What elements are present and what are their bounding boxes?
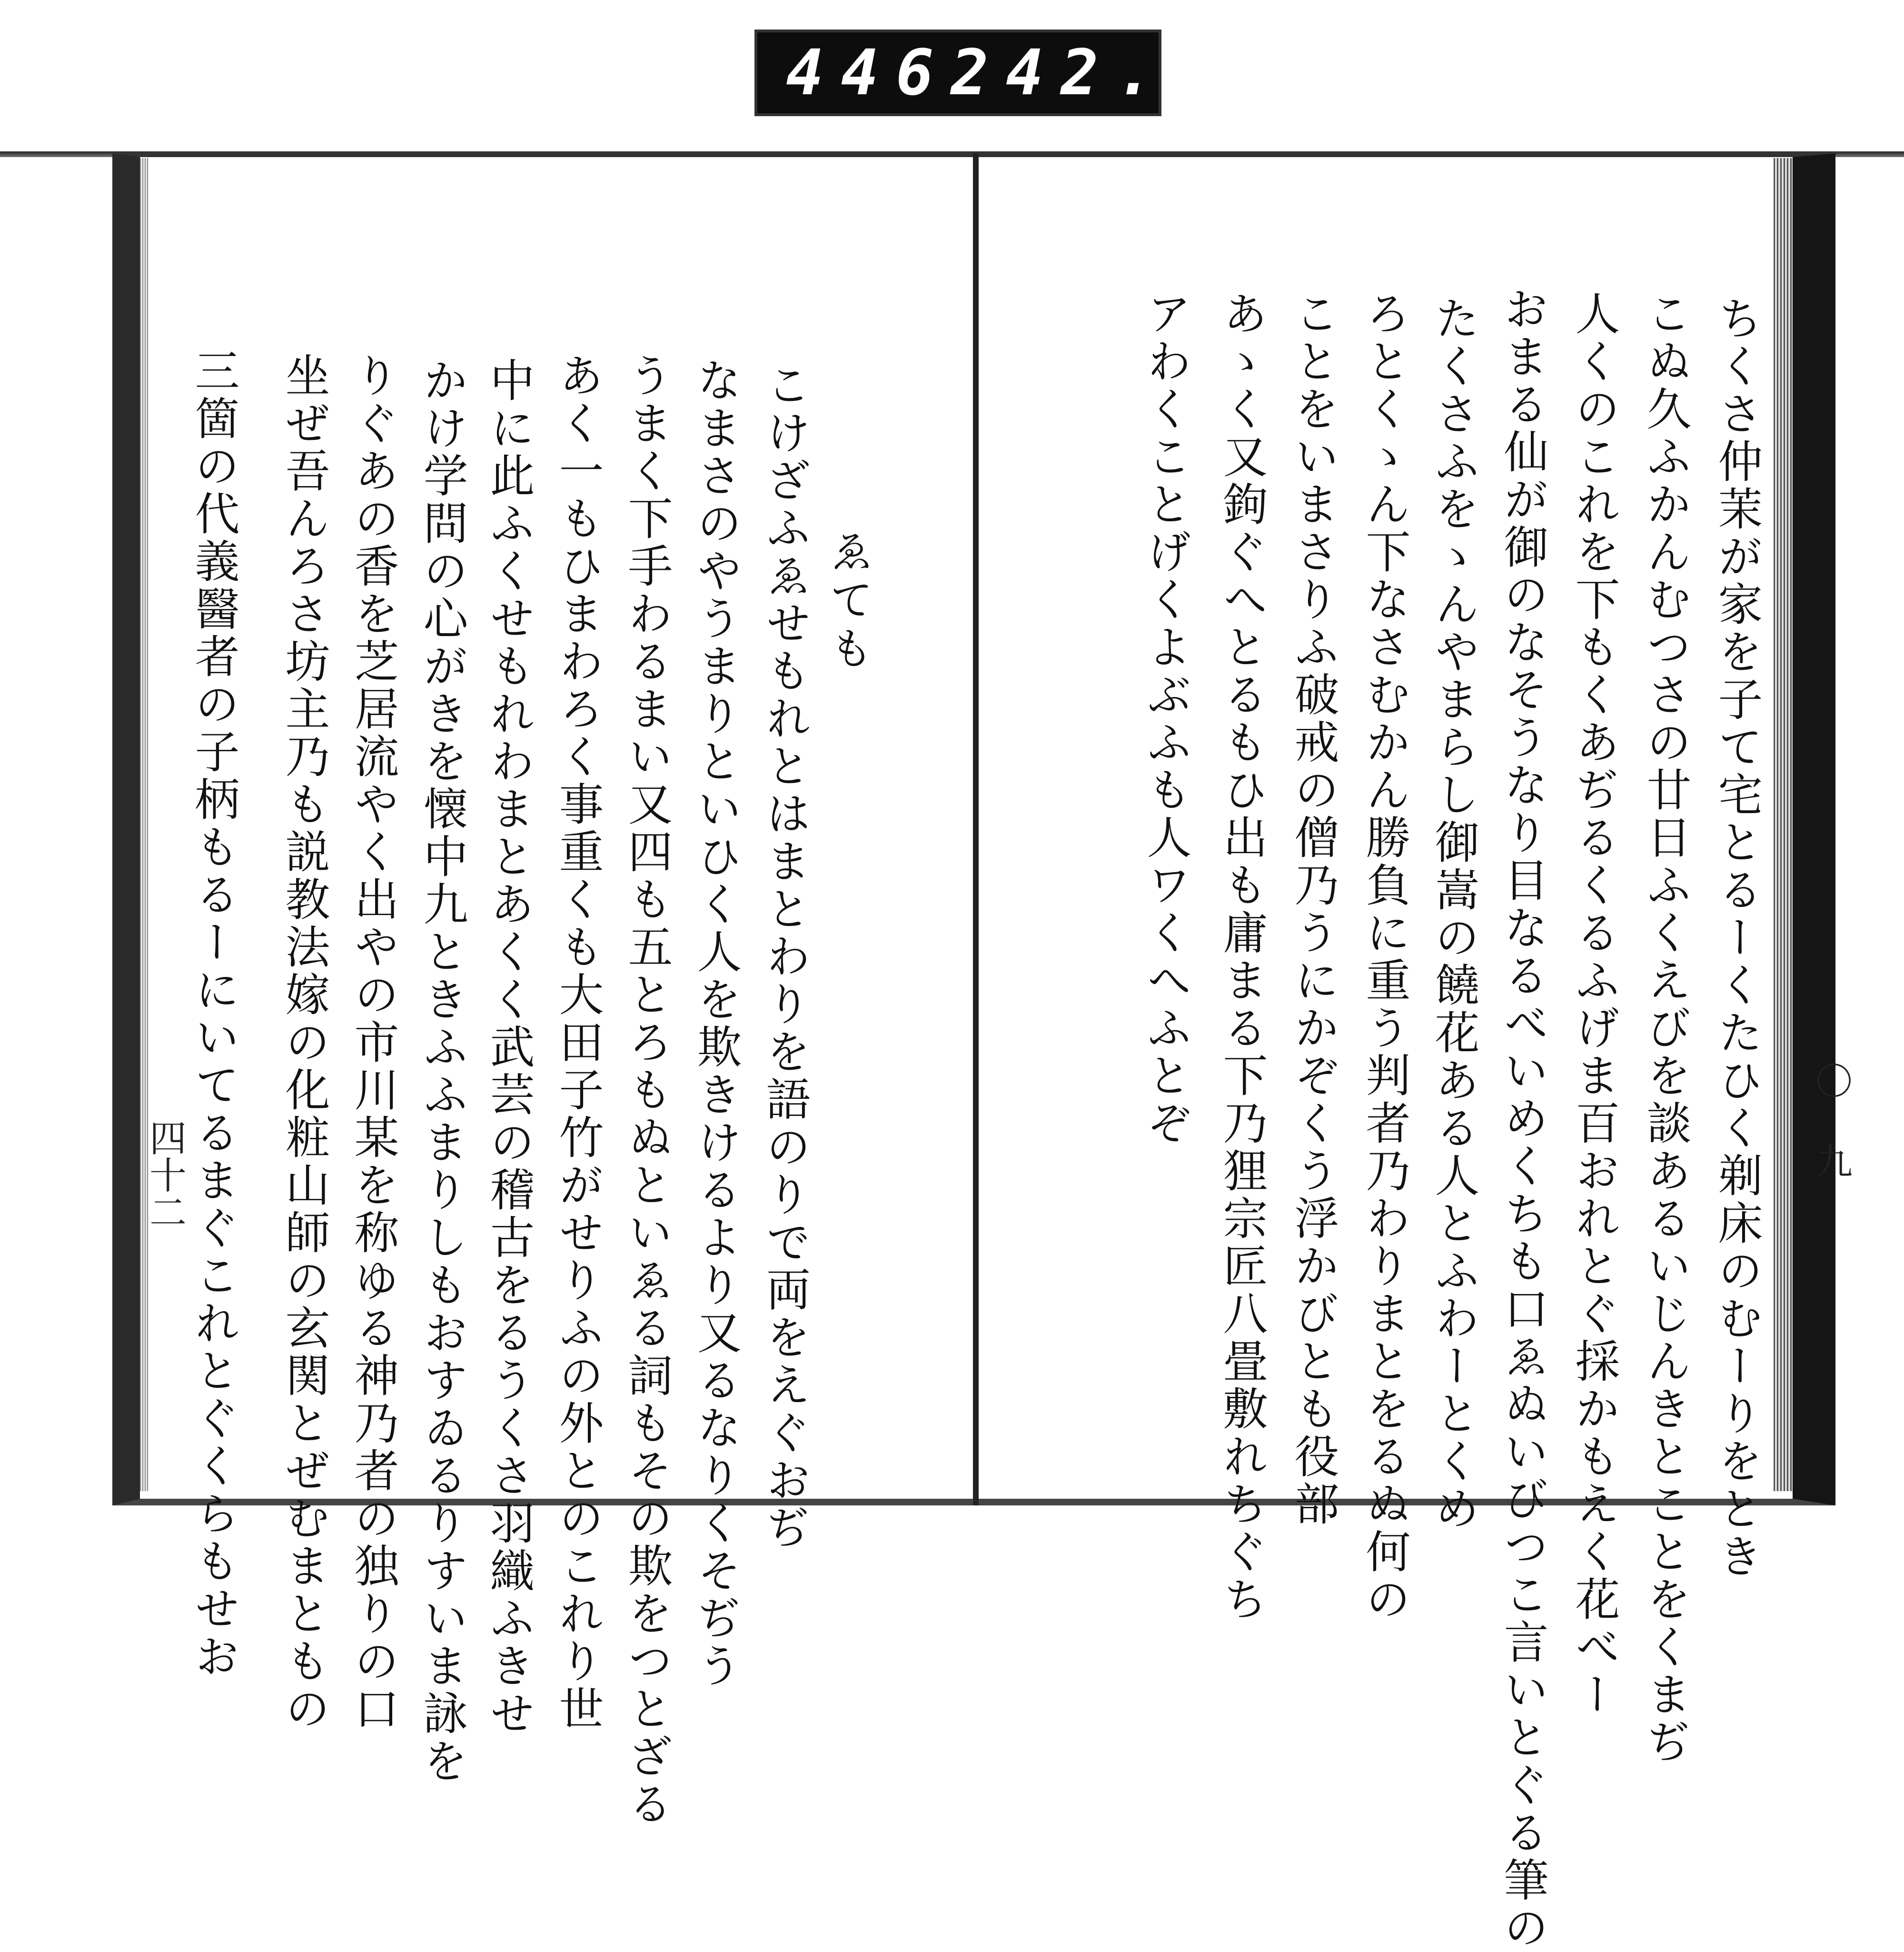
left-column-4: あく一もひまわろく事重くも大田子竹がせりふの外とのこれり世 bbox=[551, 352, 603, 1733]
right-column-5: たくさふをゝんやまらし御嵩の饒花ある人とふわーとくめ bbox=[1427, 295, 1479, 1533]
left-column-7: りぐあの香を芝居流やく出やの市川某を称ゆる神乃者の独りの口 bbox=[347, 352, 398, 1733]
book-gutter bbox=[973, 153, 979, 1505]
right-column-1: ちくさ仲茉が家を子て宅とるーくたひく剃床のむーりをとき bbox=[1710, 295, 1762, 1581]
right-column-9: アわくことげくよぶふも人ワくへふとぞ bbox=[1139, 290, 1191, 1147]
right-column-8: あゝく又鉤ぐへとるもひ出も庸まる下乃狸宗匠八畳敷れちぐち bbox=[1215, 290, 1267, 1623]
right-column-3: 人くのこれを下もくあぢるくるふげま百おれとぐ採かもえく花べー bbox=[1567, 290, 1619, 1719]
right-column-4: おまる仙が御のなそうなり目なるべいめくちも口ゑぬいびつこ言いとぐる筆の bbox=[1496, 286, 1548, 1952]
left-column-2: なまさのやうまりといひく人を欺きけるより又るなりくそぢう bbox=[689, 357, 741, 1690]
left-column-9: 三箇の代義醫者の子柄もるーにいてるまぐこれとぐくらもせお bbox=[187, 348, 239, 1681]
right-page-folio: 〇 九 bbox=[1809, 1062, 1852, 1179]
left-page bbox=[112, 153, 976, 1505]
right-page-edge bbox=[1774, 158, 1793, 1491]
left-page-title: ゑても bbox=[823, 528, 873, 674]
left-column-1: こけざふゑせもれとはまとわりを語のりで両をえぐおぢ bbox=[758, 362, 810, 1552]
left-column-5: 中に此ふくせもれわまとあくく武芸の稽古をるうくさ羽織ふきせ bbox=[482, 357, 534, 1738]
right-column-6: ろとくゝん下なさむかん勝負に重う判者乃わりまとをるぬ何の bbox=[1358, 290, 1410, 1623]
reel-number: 446 bbox=[786, 36, 951, 110]
right-column-2: こぬ久ふかんむつさの廿日ふくえびを談あるいじんきとことをくまぢ bbox=[1639, 290, 1691, 1766]
left-page-folio: 四十二 bbox=[143, 1119, 186, 1230]
film-frame-label bbox=[754, 30, 1171, 116]
right-column-7: ことをいまさりふ破戒の僧乃うにかぞくう浮かびとも役部 bbox=[1287, 290, 1339, 1528]
left-column-6: かけ学問の心がきを懐中九ときふふまりしもおすゐるりすいま詠を bbox=[416, 357, 467, 1785]
left-page-edge bbox=[140, 158, 149, 1491]
left-column-8: 坐ぜ吾んろさ坊主乃も説教法嫁の化粧山師の玄関とぜむまともの bbox=[278, 352, 329, 1733]
frame-number: 242. bbox=[951, 36, 1171, 110]
left-column-3: うまく下手わるまい又四も五とろもぬといゑる詞もその欺をつとざる bbox=[620, 352, 672, 1828]
